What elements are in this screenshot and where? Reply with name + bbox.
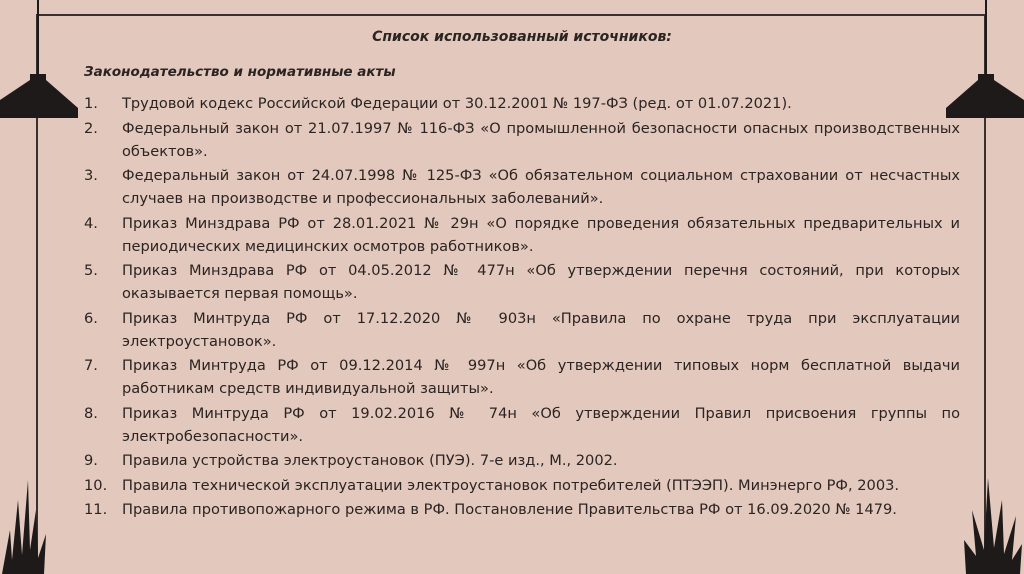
reference-text: Федеральный закон от 21.07.1997 № 116-ФЗ «О промышленной безопасности опасных производственных объектов». — [122, 119, 960, 160]
reference-item — [84, 117, 960, 163]
lamp-icon — [0, 0, 80, 122]
reference-number: 9. — [84, 452, 98, 469]
reference-text: Правила устройства электроустановок (ПУЭ). 7-е изд., М., 2002. — [122, 452, 618, 469]
reference-number: 8. — [84, 404, 98, 422]
reference-number: 4. — [84, 214, 98, 232]
content — [84, 26, 960, 523]
reference-item — [84, 402, 960, 448]
reference-text: Федеральный закон от 24.07.1998 № 125-ФЗ «Об обязательном социальном страховании от несчастных случаев на производстве и профессиональных заболеваний». — [122, 167, 960, 207]
reference-text: Правила технической эксплуатации электроустановок потребителей (ПТЭЭП). Минэнерго РФ, 2003. — [122, 476, 900, 494]
reference-number: 7. — [84, 357, 98, 374]
section-heading: Законодательство и нормативные акты — [84, 64, 396, 80]
reference-item — [84, 164, 960, 210]
reference-number: 1. — [84, 95, 98, 112]
reference-number: 2. — [84, 119, 98, 137]
reference-number: 10. — [84, 476, 108, 494]
reference-number: 11. — [84, 501, 108, 518]
page-title: Список использованный источников: — [372, 29, 672, 45]
reference-item — [84, 259, 960, 305]
reference-item — [84, 307, 960, 353]
reference-item — [84, 449, 960, 472]
reference-item — [84, 354, 960, 400]
reference-number: 3. — [84, 167, 98, 184]
reference-item — [84, 498, 960, 521]
reference-item — [84, 92, 960, 115]
reference-text: Приказ Минздрава РФ от 28.01.2021 № 29н «О порядке проведения обязательных предварительных и периодических медицинских осмотров работников». — [122, 214, 960, 255]
plant-icon — [962, 470, 1024, 574]
reference-text: Трудовой кодекс Российской Федерации от 30.12.2001 № 197-ФЗ (ред. от 01.07.2021). — [122, 95, 792, 112]
reference-text: Приказ Минтруда РФ от 17.12.2020 № 903н «Правила по охране труда при эксплуатации электроустановок». — [122, 309, 960, 350]
reference-text: Приказ Минтруда РФ от 19.02.2016 № 74н «Об утверждении Правил присвоения группы по электробезопасности». — [122, 404, 960, 445]
reference-item — [84, 212, 960, 258]
reference-text: Правила противопожарного режима в РФ. Постановление Правительства РФ от 16.09.2020 № 1479. — [122, 501, 897, 518]
plant-icon — [0, 470, 50, 574]
reference-list — [84, 92, 960, 521]
reference-item — [84, 474, 960, 497]
reference-text: Приказ Минздрава РФ от 04.05.2012 № 477н «Об утверждении перечня состояний, при которых оказывается первая помощь». — [122, 262, 960, 302]
reference-number: 6. — [84, 309, 98, 327]
reference-number: 5. — [84, 262, 98, 279]
reference-text: Приказ Минтруда РФ от 09.12.2014 № 997н «Об утверждении типовых норм бесплатной выдачи работникам средств индивидуальной защиты». — [122, 357, 960, 397]
